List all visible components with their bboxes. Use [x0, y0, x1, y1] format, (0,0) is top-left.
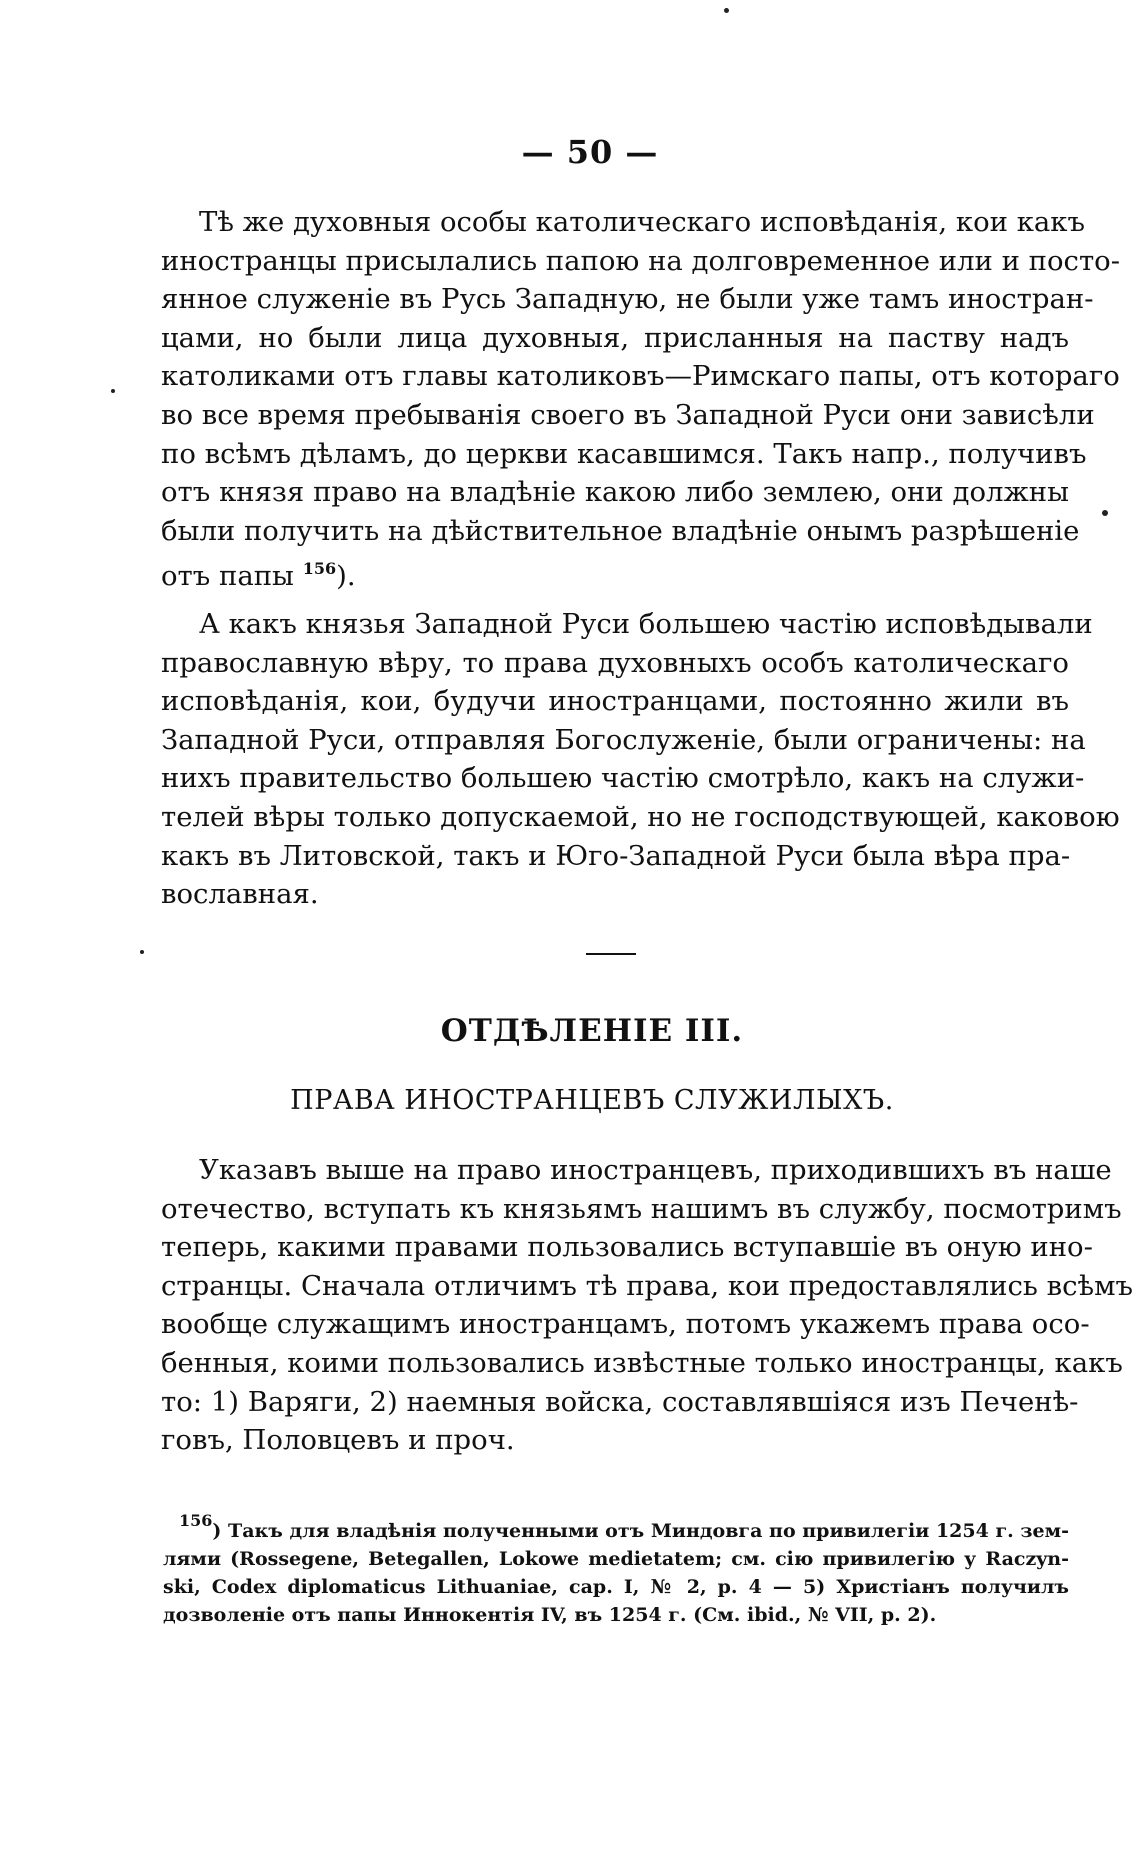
- text-line: нихъ правительство большею частію смотрѣло, какъ на служи-: [161, 762, 1085, 795]
- text-line: отъ князя право на владѣніе какою либо землею, они должны: [161, 476, 1069, 509]
- text-line: Западной Руси, отправляя Богослуженіе, были ограничены: на: [161, 723, 1086, 756]
- text-line: во все время пребыванія своего въ Западной Руси они зависѣли: [161, 398, 1095, 431]
- text-line: теперь, какими правами пользовались вступавшіе въ оную ино-: [161, 1231, 1093, 1264]
- text-line: исповѣданія, кои, будучи иностранцами, постоянно жили въ: [161, 685, 1069, 718]
- text-line: иностранцы присылались папою на долговременное или и посто-: [161, 244, 1121, 277]
- section-divider: [586, 953, 636, 955]
- text-line: телей вѣры только допускаемой, но не господствующей, каковою: [161, 800, 1120, 833]
- scan-speck: [140, 950, 144, 954]
- footnote: [163, 1507, 1069, 1629]
- scan-speck: [724, 8, 729, 13]
- text-line: отечество, вступать къ князьямъ нашимъ въ службу, посмотримъ: [161, 1192, 1122, 1225]
- scan-speck: [111, 389, 115, 393]
- text-line: вообще служащимъ иностранцамъ, потомъ укажемъ права осо-: [161, 1308, 1090, 1341]
- text-line: были получить на дѣйствительное владѣніе онымъ разрѣшеніе: [161, 514, 1080, 547]
- text-line: православную вѣру, то права духовныхъ особъ католическаго: [161, 646, 1069, 679]
- paragraph-1: [161, 203, 1121, 596]
- page-number: — 50 —: [521, 133, 659, 171]
- text-line: цами, но были лица духовныя, присланныя на паству надъ: [161, 321, 1069, 354]
- text-line-with-reference: [161, 550, 1069, 596]
- section-subtitle: ПРАВА ИНОСТРАНЦЕВЪ СЛУЖИЛЫХЪ.: [290, 1085, 894, 1116]
- text-line: католиками отъ главы католиковъ—Римскаго папы, отъ котораго: [161, 360, 1120, 393]
- text-line: странцы. Сначала отличимъ тѣ права, кои предоставлялись всѣмъ: [161, 1269, 1133, 1302]
- footnote-line: ski, Codex diplomaticus Lithuaniae, cap. I, № 2, p. 4 — 5) Христіанъ получилъ: [163, 1576, 1069, 1598]
- footnote-line: лями (Rossegene, Betegallen, Lokowe medietatem; см. сію привилегію у Raczyn-: [163, 1548, 1069, 1570]
- text-line: Тѣ же духовныя особы католическаго исповѣданія, кои какъ: [199, 206, 1085, 238]
- section-heading: ОТДѢЛЕНІЕ III.: [440, 1013, 744, 1049]
- footnote-number: 156: [179, 1511, 213, 1530]
- footnote-line: [163, 1507, 1069, 1545]
- reference-close: ).: [336, 560, 356, 593]
- footnote-reference[interactable]: 156: [302, 559, 337, 579]
- scan-speck: [1102, 510, 1108, 516]
- paragraph-3: [161, 1151, 1133, 1460]
- footnote-text: ) Такъ для владѣнія полученными отъ Миндовга по привилегіи 1254 г. зем-: [212, 1520, 1069, 1542]
- paragraph-2: [161, 605, 1120, 914]
- text-line: по всѣмъ дѣламъ, до церкви касавшимся. Такъ напр., получивъ: [161, 437, 1087, 470]
- text-line: какъ въ Литовской, такъ и Юго-Западной Руси была вѣра пра-: [161, 839, 1071, 872]
- text-line: вославная.: [161, 878, 319, 911]
- text-line: говъ, Половцевъ и проч.: [161, 1424, 515, 1457]
- text-line: бенныя, коими пользовались извѣстные только иностранцы, какъ: [161, 1346, 1123, 1379]
- text-line: А какъ князья Западной Руси большею частію исповѣдывали: [199, 608, 1093, 640]
- text-line: янное служеніе въ Русь Западную, не были уже тамъ иностран-: [161, 283, 1094, 316]
- text-line: отъ папы: [161, 560, 294, 593]
- footnote-line: дозволеніе отъ папы Иннокентія IV, въ 1254 г. (См. ibid., № VII, p. 2).: [163, 1604, 937, 1626]
- text-line: то: 1) Варяги, 2) наемныя войска, составлявшіяся изъ Печенѣ-: [161, 1385, 1079, 1418]
- text-line: Указавъ выше на право иностранцевъ, приходившихъ въ наше: [199, 1154, 1112, 1186]
